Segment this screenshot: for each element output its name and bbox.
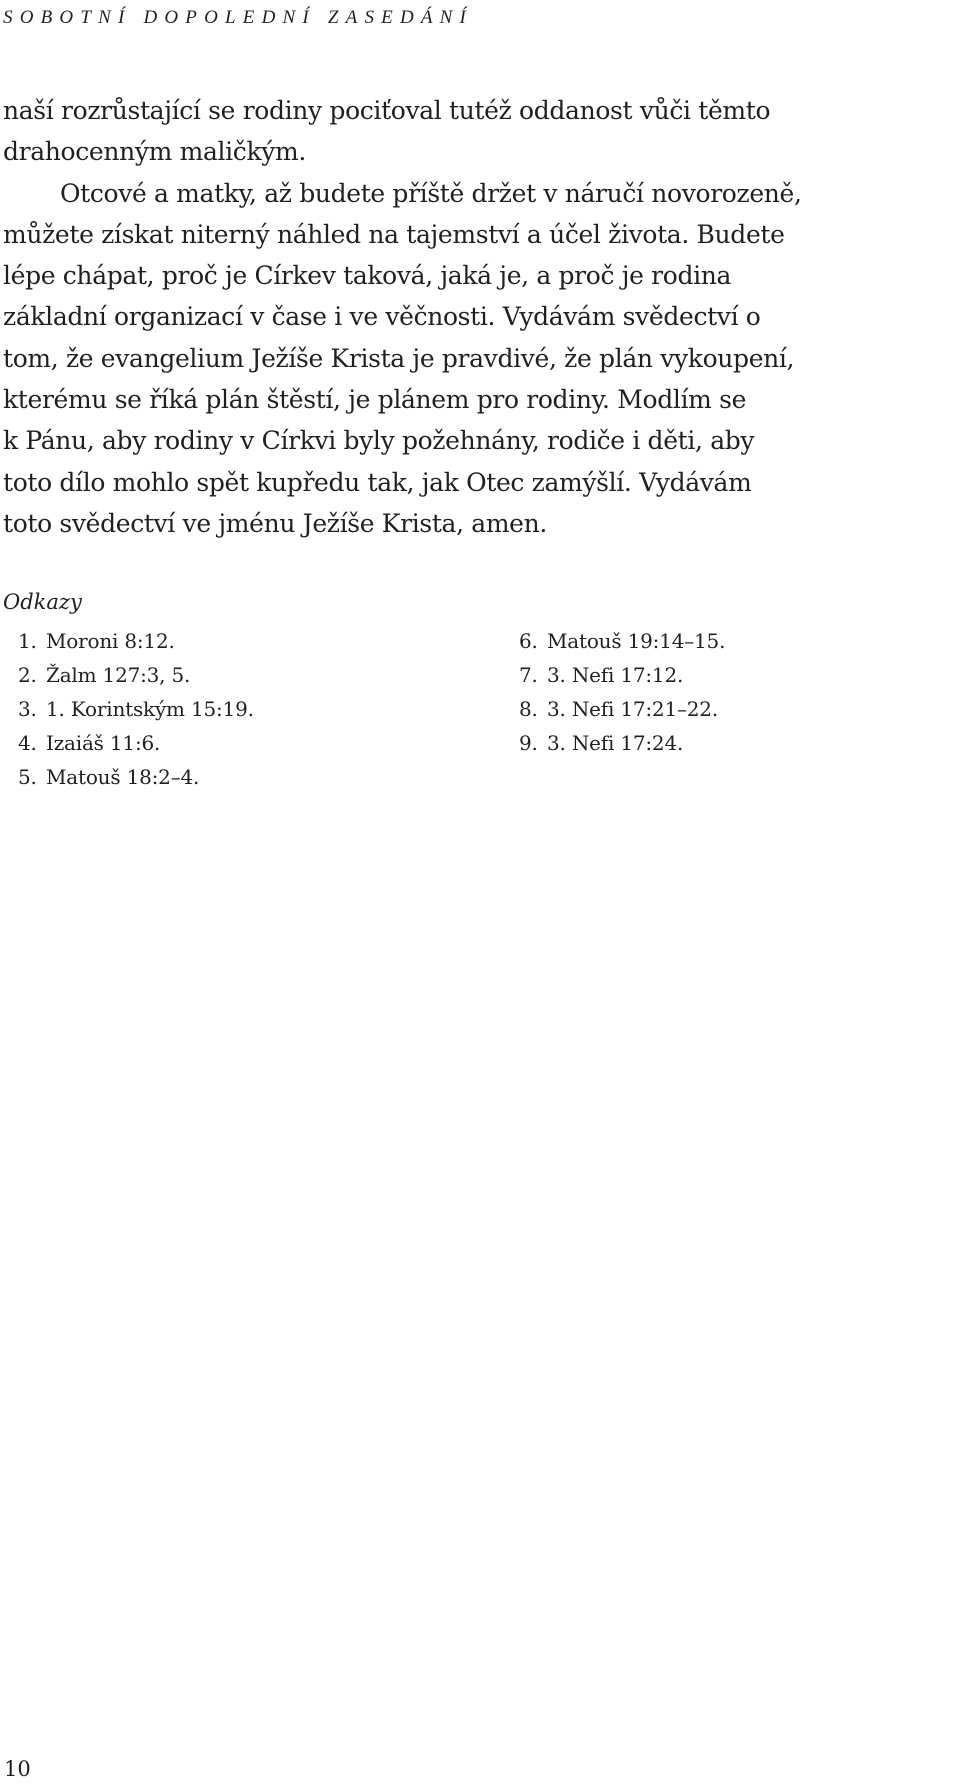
- page-number: 10: [4, 1757, 31, 1781]
- reference-item: [519, 692, 725, 726]
- reference-number: 7.: [519, 663, 538, 687]
- reference-text: Matouš 18:2–4.: [46, 765, 200, 789]
- body-line: toto svědectví ve jménu Ježíše Krista, amen.: [3, 508, 547, 538]
- reference-item: [519, 658, 725, 692]
- reference-item: [18, 726, 254, 760]
- body-line: k Pánu, aby rodiny v Církvi byly požehnány, rodiče i děti, aby: [3, 426, 755, 456]
- references-list-right: [519, 624, 725, 760]
- reference-item: [519, 624, 725, 658]
- body-line: tom, že evangelium Ježíše Krista je pravdivé, že plán vykoupení,: [3, 343, 795, 373]
- body-line: základní organizací v čase i ve věčnosti. Vydávám svědectví o: [3, 302, 761, 332]
- body-line: drahocenným maličkým.: [3, 137, 306, 167]
- body-text: [3, 90, 955, 544]
- reference-number: 4.: [18, 731, 37, 755]
- reference-number: 6.: [519, 629, 538, 653]
- reference-number: 1.: [18, 629, 37, 653]
- reference-item: [18, 624, 254, 658]
- references-heading: Odkazy: [3, 590, 82, 614]
- reference-item: [519, 726, 725, 760]
- reference-text: Žalm 127:3, 5.: [46, 663, 191, 687]
- reference-number: 9.: [519, 731, 538, 755]
- reference-number: 8.: [519, 697, 538, 721]
- body-line: lépe chápat, proč je Církev taková, jaká je, a proč je rodina: [3, 261, 732, 291]
- reference-text: Matouš 19:14–15.: [547, 629, 726, 653]
- running-head: SOBOTNÍ DOPOLEDNÍ ZASEDÁNÍ: [3, 7, 474, 28]
- body-line: kterému se říká plán štěstí, je plánem pro rodiny. Modlím se: [3, 385, 747, 415]
- reference-text: Moroni 8:12.: [46, 629, 175, 653]
- reference-text: 3. Nefi 17:12.: [547, 663, 684, 687]
- reference-item: [18, 658, 254, 692]
- body-line: toto dílo mohlo spět kupředu tak, jak Otec zamýšlí. Vydávám: [3, 467, 752, 497]
- reference-number: 3.: [18, 697, 37, 721]
- reference-item: [18, 692, 254, 726]
- reference-text: 1. Korintským 15:19.: [46, 697, 254, 721]
- body-line: můžete získat niterný náhled na tajemství a účel života. Budete: [3, 219, 785, 249]
- body-line: naší rozrůstající se rodiny pociťoval tutéž oddanost vůči těmto: [3, 96, 771, 125]
- reference-text: 3. Nefi 17:21–22.: [547, 697, 718, 721]
- body-line: Otcové a matky, až budete příště držet v náručí novorozeně,: [60, 178, 802, 208]
- references-list-left: [18, 624, 254, 794]
- reference-text: Izaiáš 11:6.: [46, 731, 161, 755]
- reference-item: [18, 760, 254, 794]
- reference-text: 3. Nefi 17:24.: [547, 731, 684, 755]
- reference-number: 5.: [18, 765, 37, 789]
- reference-number: 2.: [18, 663, 37, 687]
